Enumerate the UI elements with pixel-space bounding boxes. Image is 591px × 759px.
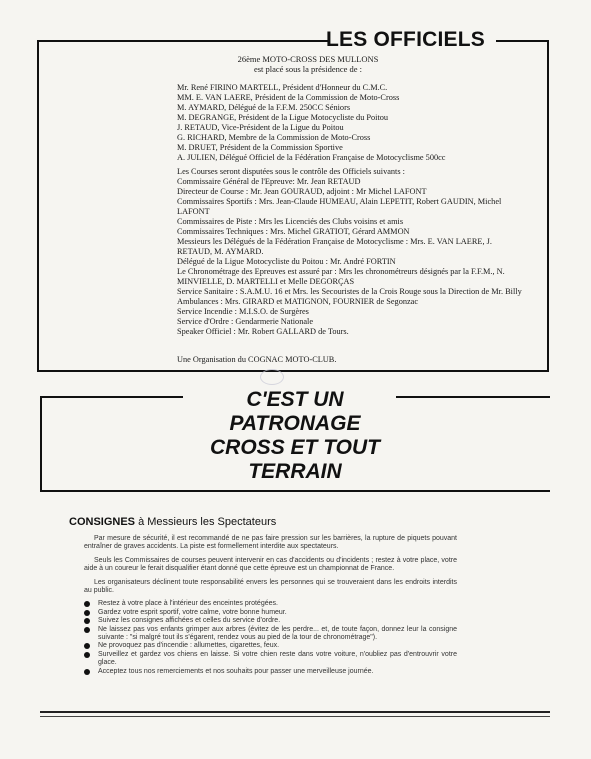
banner-line-3: CROSS ET TOUT [210,436,380,459]
list-item [84,609,457,617]
courses-line: Commissaires Sportifs : Mrs. Jean-Claude HUMEAU, Alain LEPETIT, Robert GAUDIN, Michel LAFONT [177,197,502,216]
list-item-text: Acceptez tous nos remerciements et nos souhaits pour passer une merveilleuse journée. [98,667,374,675]
consignes-title-rest: à Messieurs les Spectateurs [135,516,277,528]
president-line: G. RICHARD, Membre de la Commission de Moto-Cross [177,133,371,142]
bullet-icon [84,601,90,607]
consignes-paragraph: Seuls les Commissaires de courses peuvent intervenir en cas d'accidents ou d'incidents ; restez à votre place, votre aide à un coureur le ferait disqualifier étant donné que cette épreuve est un championnat de France. [84,556,457,573]
president-line: MM. E. VAN LAERE, Président de la Commission de Moto-Cross [177,93,400,102]
banner-line-1: C'EST UN [246,388,344,411]
list-item-text: Surveillez et gardez vos chiens en laisse. Si votre chien reste dans votre voiture, n'oubliez pas d'entrouvrir votre glace. [98,650,457,667]
bullet-icon [84,652,90,658]
courses-line: Ambulances : Mrs. GIRARD et MATIGNON, FOURNIER de Segonzac [177,297,419,306]
president-line: M. DEGRANGE, Président de la Ligue Motocycliste du Poitou [177,113,389,122]
list-item-text: Suivez les consignes affichées et celles du service d'ordre. [98,617,281,625]
consignes-paragraph: Par mesure de sécurité, il est recommandé de ne pas faire pression sur les barrières, la rupture de piquets pouvant entraîner de graves accidents. La piste est formellement interdite aux spectateurs. [84,535,457,551]
courses-line: Commissaire Général de l'Epreuve: Mr. Jean RETAUD [177,177,361,186]
courses-line: Service Sanitaire : S.A.M.U. 16 et Mrs. les Secouristes de la Crois Rouge sous la Direction de Mr. Billy [177,287,522,296]
list-item [84,651,457,668]
intro-line-1: 26ème MOTO-CROSS DES MULLONS [237,54,379,64]
courses-line: Commissaires Techniques : Mrs. Michel GRATIOT, Gérard AMMON [177,227,410,236]
consignes-body [84,535,457,676]
bottom-rule [40,711,550,713]
courses-line: Service d'Ordre : Gendarmerie Nationale [177,317,314,326]
bullet-icon [84,618,90,624]
consignes-list [84,600,457,676]
bullet-icon [84,643,90,649]
list-item [84,642,457,650]
presidents-list [177,83,542,163]
consignes-paragraph: Les organisateurs déclinent toute responsabilité envers les personnes qui se trouveraient dans les endroits interdits au public. [84,578,457,595]
banner-line-4: TERRAIN [248,460,342,483]
list-item [84,626,457,643]
bullet-icon [84,627,90,633]
list-item-text: Ne laissez pas vos enfants grimper aux arbres (évitez de les perdre... et, de toute façon, donnez leur la consigne suivante : "si malgré tout ils s'égarent, rendez vous au pied de la tour de chronométrage"). [98,625,457,642]
courses-line: Directeur de Course : Mr. Jean GOURAUD, adjoint : Mr Michel LAFONT [177,187,427,196]
president-line: J. RETAUD, Vice-Président de la Ligue du Poitou [177,123,344,132]
courses-line: Commissaires de Piste : Mrs les Licenciés des Clubs voisins et amis [177,217,404,226]
list-item [84,668,457,676]
stamp-mark [260,369,284,385]
list-item [84,617,457,625]
consignes-title [69,516,276,528]
intro-line-2: est placé sous la présidence de : [253,64,363,74]
courses-officials-list [177,167,522,337]
banner-line-2: PATRONAGE [229,412,361,435]
bottom-rule [40,716,550,717]
bullet-icon [84,610,90,616]
courses-line: Les Courses seront disputées sous le contrôle des Officiels suivants : [177,167,405,176]
header-rule-right [496,40,549,42]
officials-intro [178,54,438,74]
courses-line: Le Chronométrage des Epreuves est assuré par : Mrs les chronométreurs désignés par la F.F.M., N. MINVIELLE, D. MARTELLI et Melle DEGORÇAS [177,267,505,286]
courses-line: Speaker Officiel : Mr. Robert GALLARD de Tours. [177,327,349,336]
header-rule-left [37,40,328,42]
list-item-text: Gardez votre esprit sportif, votre calme, votre bonne humeur. [98,608,287,616]
courses-line: Service Incendie : M.I.S.O. de Surgères [177,307,309,316]
courses-line: Messieurs les Délégués de la Fédération Française de Motocyclisme : Mrs. E. VAN LAERE, J. RETAUD, M. AYMARD. [177,237,492,256]
president-line: M. DRUET, Président de la Commission Sportive [177,143,343,152]
president-line: M. AYMARD, Délégué de la F.F.M. 250CC Séniors [177,103,351,112]
president-line: Mr. René FIRINO MARTELL, Président d'Honneur du C.M.C. [177,83,388,92]
officials-title: LES OFFICIELS [326,28,485,51]
consignes-title-bold: CONSIGNES [69,516,136,528]
list-item [84,600,457,608]
president-line: A. JULIEN, Délégué Officiel de la Fédération Française de Motocyclisme 500cc [177,153,446,162]
patronage-banner [150,388,440,484]
list-item-text: Ne provoquez pas d'incendie : allumettes, cigarettes, feux. [98,642,280,650]
courses-line: Délégué de la Ligue Motocycliste du Poitou : Mr. André FORTIN [177,257,396,266]
list-item-text: Restez à votre place à l'intérieur des enceintes protégées. [98,600,278,608]
bullet-icon [84,669,90,675]
organisation-line: Une Organisation du COGNAC MOTO-CLUB. [177,355,337,364]
